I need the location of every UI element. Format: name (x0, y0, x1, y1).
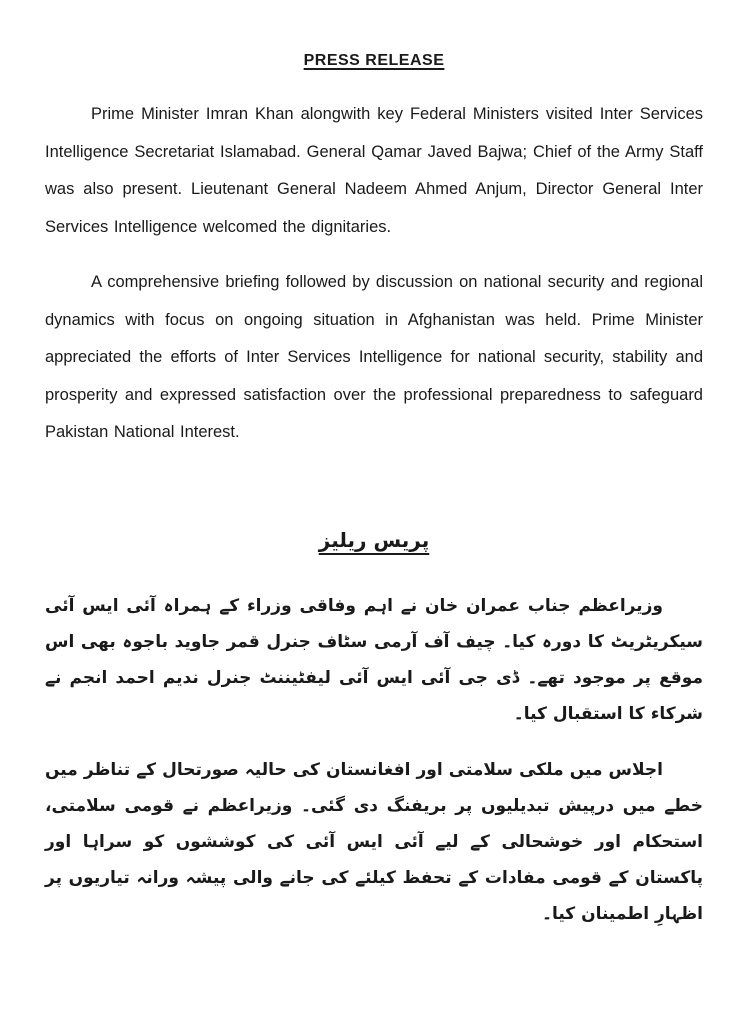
english-title-text: PRESS RELEASE (303, 52, 445, 69)
urdu-paragraph-2: اجلاس میں ملکی سلامتی اور افغانستان کی حالیہ صورتحال کے تناظر میں خطے میں درپیش تبدیلیوں پر بریفنگ دی گئی۔ وزیراعظم نے قومی سلامتی، استحکام اور خوشحالی کے لیے آئی ایس آئی کی کوششوں کو سراہا اور پاکستان کے قومی مفادات کے تحفظ کیلئے کی جانے والی پیشہ ورانہ تیاریوں پر اظہارِ اطمینان کیا۔ (45, 760, 703, 924)
urdu-title (0, 528, 748, 552)
urdu-paragraph-1: وزیراعظم جناب عمران خان نے اہم وفاقی وزراء کے ہمراہ آئی ایس آئی سیکریٹریٹ کا دورہ کیا۔ چیف آف آرمی سٹاف جنرل قمر جاوید باجوہ بھی اس موقع پر موجود تھے۔ ڈی جی آئی ایس آئی لیفٹیننٹ جنرل ندیم احمد انجم نے شرکاء کا استقبال کیا۔ (45, 596, 703, 724)
english-title (0, 52, 748, 70)
english-paragraph-2: A comprehensive briefing followed by discussion on national security and regional dynamics with focus on ongoing situation in Afghanistan was held. Prime Minister appreciated the efforts of Inter Services Intelligence for national security, stability and prosperity and expressed satisfaction over the professional preparedness to safeguard Pakistan National Interest. (45, 273, 703, 441)
english-paragraph-1: Prime Minister Imran Khan alongwith key Federal Ministers visited Inter Services Intelligence Secretariat Islamabad. General Qamar Javed Bajwa; Chief of the Army Staff was also present. Lieutenant General Nadeem Ahmed Anjum, Director General Inter Services Intelligence welcomed the dignitaries. (45, 105, 703, 236)
urdu-title-text: پریس ریلیز (318, 528, 430, 552)
